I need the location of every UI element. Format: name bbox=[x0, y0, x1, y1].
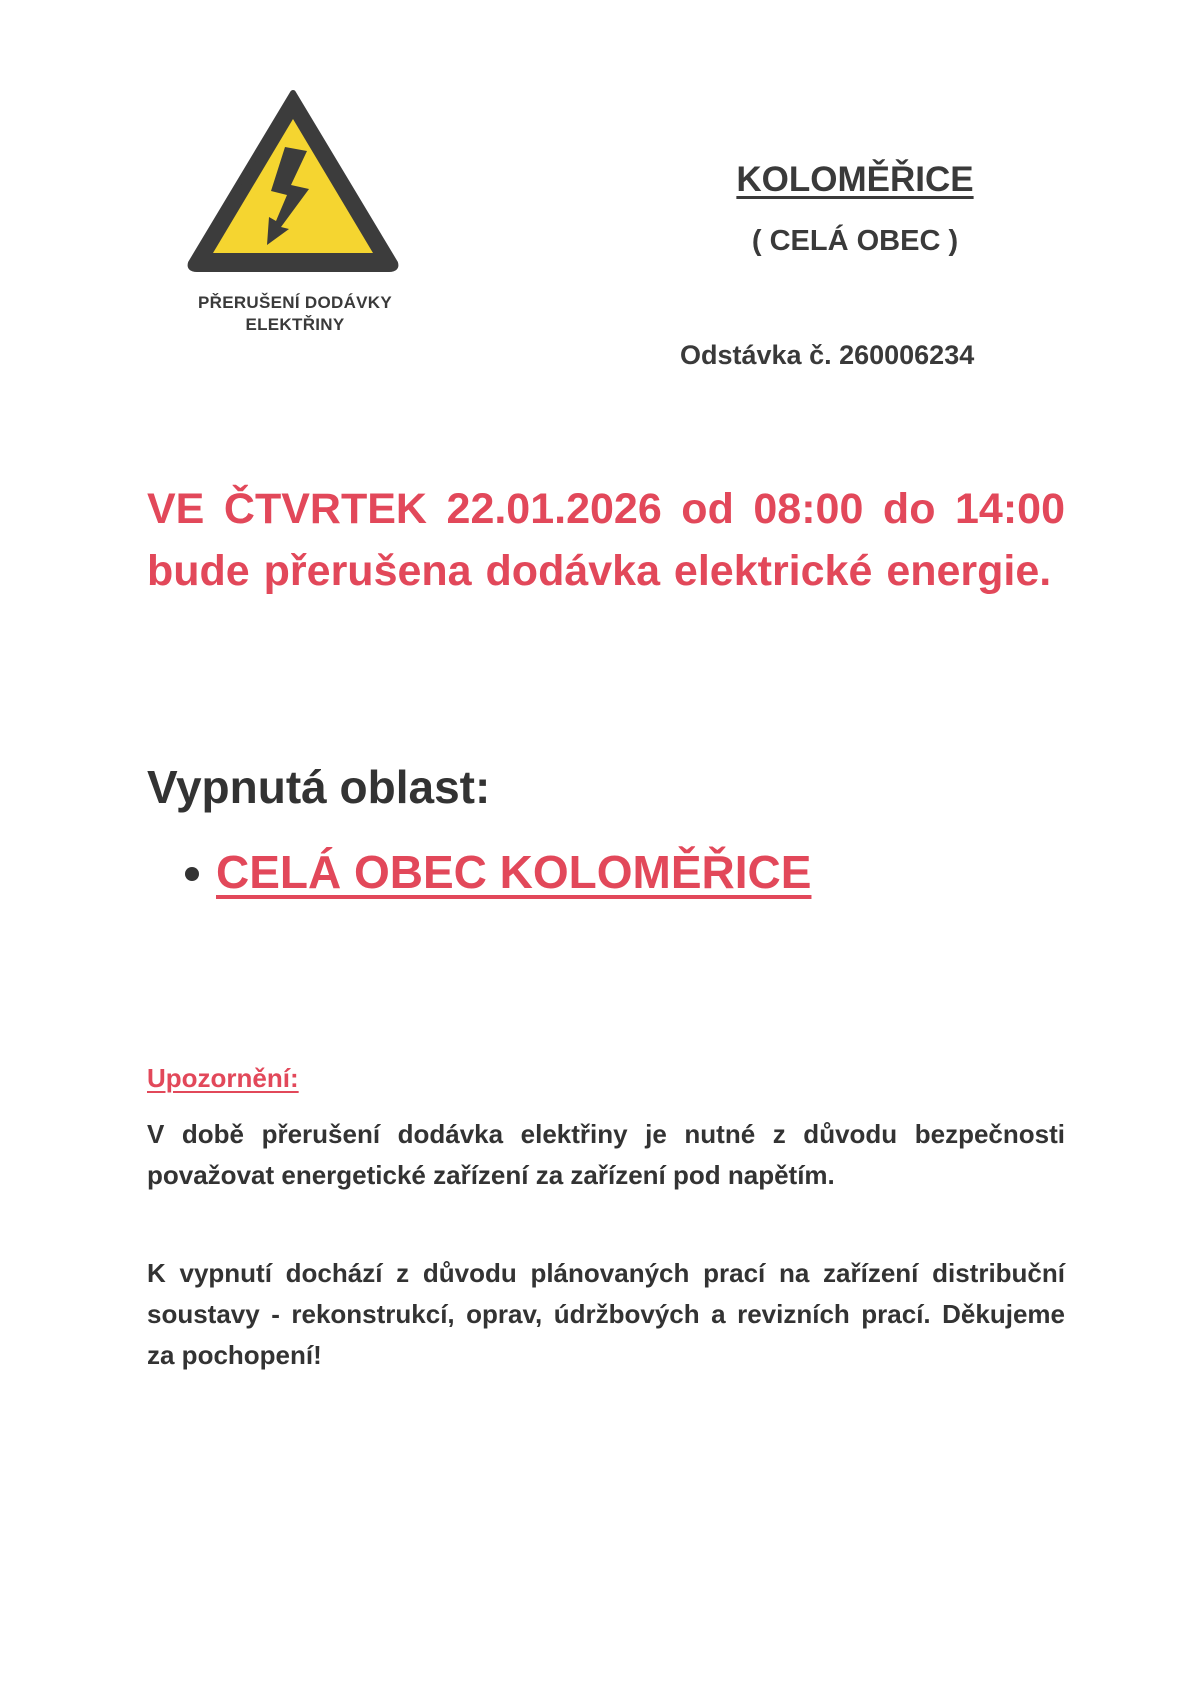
village-name: KOLOMĚŘICE bbox=[736, 160, 974, 199]
list-item bbox=[185, 845, 811, 899]
notice-paragraph: V době přerušení dodávka elektřiny je nutné z důvodu bezpečnosti považovat energetické zařízení za zařízení pod napětím. bbox=[147, 1119, 1065, 1190]
area-label: Vypnutá oblast: bbox=[147, 761, 491, 813]
sign-caption bbox=[150, 292, 440, 336]
sign-caption-line2: ELEKTŘINY bbox=[245, 315, 345, 334]
outage-scope: ( CELÁ OBEC ) bbox=[751, 225, 959, 257]
high-voltage-warning-icon bbox=[183, 85, 403, 275]
bullet-icon bbox=[185, 867, 199, 881]
outage-number: Odstávka č. 260006234 bbox=[680, 340, 975, 370]
outage-announcement: VE ČTVRTEK 22.01.2026 od 08:00 do 14:00 bude přerušena dodávka elektrické energie. bbox=[147, 485, 1065, 595]
area-item: CELÁ OBEC KOLOMĚŘICE bbox=[216, 846, 812, 898]
notice-paragraph: K vypnutí dochází z důvodu plánovaných prací na zařízení distribuční soustavy - rekonstrukcí, oprav, údržbových a revizních prací. Děkujeme za pochopení! bbox=[147, 1258, 1065, 1370]
area-list bbox=[185, 845, 811, 899]
sign-caption-line1: PŘERUŠENÍ DODÁVKY bbox=[197, 293, 393, 312]
notice-title: Upozornění: bbox=[147, 1063, 299, 1093]
